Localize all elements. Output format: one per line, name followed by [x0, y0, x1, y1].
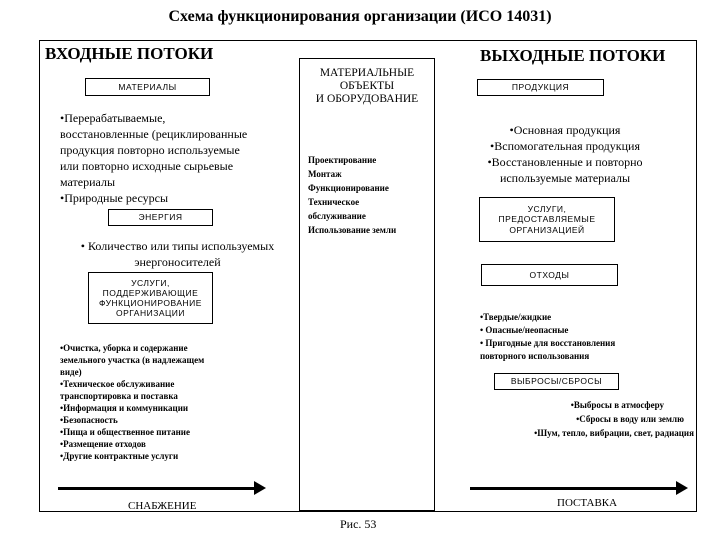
services-box-line: УСЛУГИ, — [131, 277, 170, 288]
waste-item: повторного использования — [480, 351, 590, 361]
energy-item: • Количество или типы используемых — [80, 239, 275, 253]
services-item: •Информация и коммуникации — [60, 403, 189, 413]
inputs-header: ВХОДНЫЕ ПОТОКИ — [45, 44, 214, 63]
services-item: •Размещение отходов — [60, 439, 146, 449]
materials-item: •Перерабатываемые, — [60, 111, 166, 125]
services-box-line: ФУНКЦИОНИРОВАНИЕ — [99, 298, 202, 308]
services-item: •Очистка, уборка и содержание — [60, 343, 188, 353]
delivery-label: ПОСТАВКА — [557, 497, 618, 509]
center-box — [299, 58, 435, 511]
center-item: Проектирование — [308, 155, 377, 165]
emissions-item: •Шум, тепло, вибрации, свет, радиация — [534, 428, 694, 438]
services-item: •Безопасность — [60, 415, 118, 425]
waste-list — [480, 311, 695, 363]
emissions-box: ВЫБРОСЫ/СБРОСЫ — [494, 373, 619, 390]
energy-box: ЭНЕРГИЯ — [108, 209, 213, 226]
materials-item: •Природные ресурсы — [60, 191, 169, 205]
materials-list — [60, 110, 305, 206]
energy-list — [55, 238, 300, 270]
outputs-header: ВЫХОДНЫЕ ПОТОКИ — [480, 46, 666, 65]
materials-item: материалы — [60, 175, 116, 189]
services-item: транспортировка и поставка — [60, 391, 178, 401]
provided-services-box-line: ПРЕДОСТАВЛЯЕМЫЕ — [498, 214, 596, 225]
center-item: Функционирование — [308, 183, 389, 193]
services-list — [60, 342, 290, 462]
emissions-item: •Выбросы в атмосферу — [570, 400, 664, 410]
product-item: •Вспомогательная продукция — [490, 139, 640, 153]
waste-item: • Опасные/неопасные — [480, 325, 569, 335]
waste-item: • Пригодные для восстановления — [480, 338, 616, 348]
emissions-item: •Сбросы в воду или землю — [576, 414, 684, 424]
diagram-title: Схема функционирования организации (ИСО 14031) — [168, 8, 552, 25]
waste-item: •Твердые/жидкие — [480, 312, 552, 322]
product-item: используемые материалы — [499, 171, 631, 185]
services-item: •Техническое обслуживание — [60, 379, 175, 389]
center-item: Техническое — [308, 197, 360, 207]
supply-arrow-bar — [58, 487, 256, 490]
center-box-line: И ОБОРУДОВАНИЕ — [315, 93, 419, 106]
provided-services-box-line: ОРГАНИЗАЦИЕЙ — [509, 224, 585, 235]
materials-item: или повторно исходные сырьевые — [60, 159, 234, 173]
delivery-arrow-head — [676, 481, 688, 495]
supply-arrow-head — [254, 481, 266, 495]
product-item: •Основная продукция — [509, 123, 621, 137]
provided-services-box — [479, 197, 615, 242]
center-item: Монтаж — [308, 169, 342, 179]
waste-box: ОТХОДЫ — [481, 264, 618, 286]
emissions-list — [470, 398, 694, 440]
figure-caption: Рис. 53 — [340, 517, 377, 531]
provided-services-box-line: УСЛУГИ, — [527, 204, 567, 215]
energy-item: энергоносителей — [134, 255, 221, 269]
supply-label: СНАБЖЕНИЕ — [128, 500, 197, 512]
services-box-line: ОРГАНИЗАЦИИ — [115, 308, 186, 319]
materials-item: восстановленные (рециклированные — [60, 127, 248, 141]
materials-box: МАТЕРИАЛЫ — [85, 78, 210, 96]
services-item: виде) — [60, 367, 82, 377]
services-item: •Другие контрактные услуги — [60, 451, 179, 461]
product-list — [445, 122, 685, 186]
center-list — [308, 153, 433, 237]
delivery-arrow-bar — [470, 487, 678, 490]
services-box — [88, 272, 213, 324]
product-box: ПРОДУКЦИЯ — [477, 79, 604, 96]
product-item: •Восстановленные и повторно — [487, 155, 643, 169]
services-item: земельного участка (в надлежащем — [60, 355, 205, 365]
center-box-line: ОБЪЕКТЫ — [339, 80, 395, 93]
services-item: •Пища и общественное питание — [60, 427, 190, 437]
center-item: Использование земли — [308, 225, 397, 235]
services-box-line: ПОДДЕРЖИВАЮЩИЕ — [102, 287, 199, 298]
materials-item: продукция повторно используемые — [60, 143, 240, 157]
center-box-line: МАТЕРИАЛЬНЫЕ — [319, 67, 415, 79]
center-item: обслуживание — [308, 211, 366, 221]
